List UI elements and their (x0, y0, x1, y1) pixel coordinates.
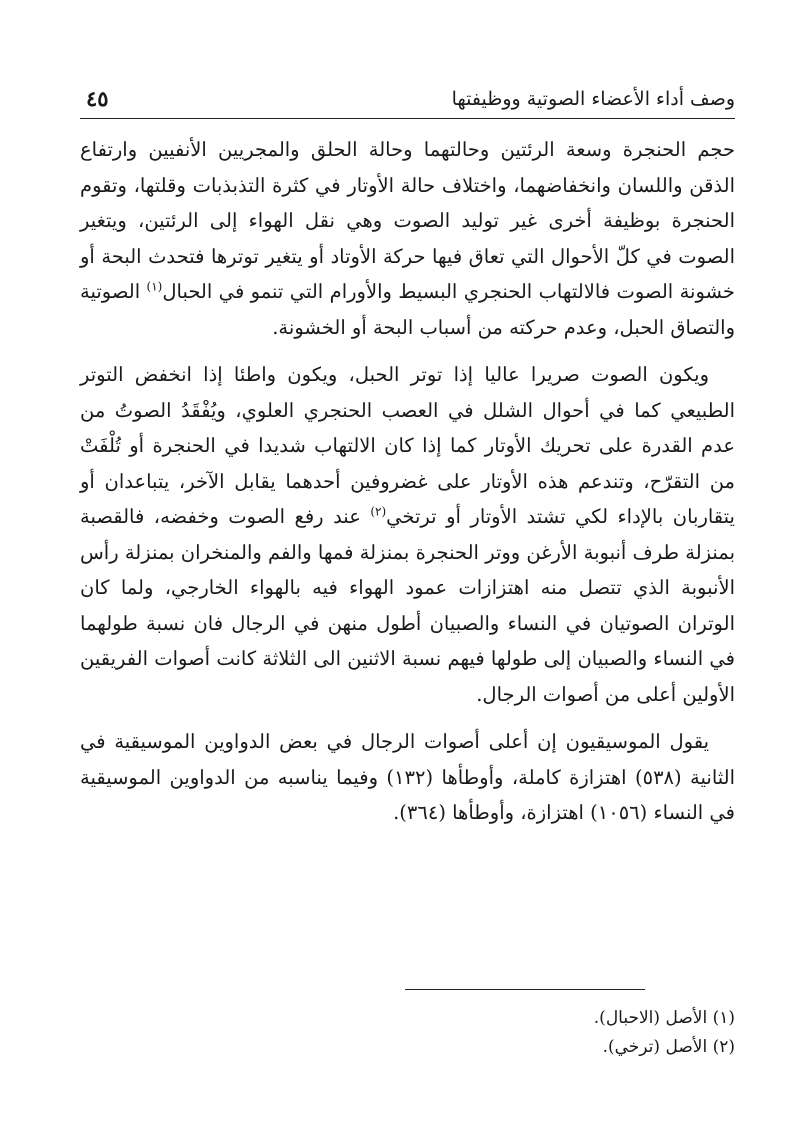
footnote-divider (405, 989, 645, 990)
paragraph-1-text-a: حجم الحنجرة وسعة الرئتين وحالتهما وحالة الحلق والمجريين الأنفيين وارتفاع الذقن واللسان وانخفاضهما، واختلاف حالة الأوتار في كثرة التذبذبات وقلتها، وتقوم الحنجرة بوظيفة أخرى غير توليد الصوت وهي نقل الهواء إلى الرئتين، ويتغير الصوت في كلّ الأحوال التي تعاق فيها حركة الأوتاد أو يتغير توترها فتحدث البحة أو خشونة الصوت فالالتهاب الحنجري البسيط والأورام التي تنمو في الحبال (80, 138, 735, 303)
paragraph-2 (80, 357, 735, 712)
footnote-ref-2: (٢) (370, 504, 387, 519)
page-number: ٤٥ (86, 86, 109, 111)
body-text (80, 132, 735, 843)
paragraph-3 (80, 724, 735, 831)
footnotes (80, 1004, 735, 1062)
paragraph-2-text-b: عند رفع الصوت وخفضه، فالقصبة بمنزلة طرف أنبوبة الأرغن ووتر الحنجرة بمنزلة فمها والفم والمنخران بمنزلة رأس الأنبوبة الذي تتصل منه اهتزازات عمود الهواء فيه بالهواء الخارجي، ولما كان الوتران الصوتيان في النساء والصبيان أطول منهن في الرجال فان نسبة طولهما في النساء والصبيان إلى طولها فيهم نسبة الاثنين الى الثلاثة كانت أصوات الفريقين الأولين أعلى من أصوات الرجال. (80, 505, 735, 706)
footnote-2: (٢) الأصل (ترخي). (602, 1037, 735, 1057)
footnote-ref-1: (١) (146, 279, 163, 294)
footnote-1: (١) الأصل (الاحبال). (593, 1008, 735, 1028)
paragraph-2-text-a: ويكون الصوت صريرا عاليا إذا توتر الحبل، ويكون واطئا إذا انخفض التوتر الطبيعي كما في أحوال الشلل في العصب الحنجري العلوي، ويُفْقَدُ الصوتُ من عدم القدرة على تحريك الأوتار كما إذا كان الالتهاب شديدا في الحنجرة أو تُلْفَتْ من التقرّح، وتندعم هذه الأوتار على غضروفين أحدهما يقابل الآخر، يتباعدان أو يتقاربان بالإداء لكي تشتد الأوتار أو ترتخي (80, 363, 735, 528)
chapter-title: وصف أداء الأعضاء الصوتية ووظيفتها (451, 88, 735, 110)
paragraph-1-text-b: الصوتية والتصاق الحبل، وعدم حركته من أسباب البحة أو الخشونة. (80, 280, 735, 339)
paragraph-1 (80, 132, 735, 345)
running-header (80, 84, 735, 119)
paragraph-3-text: يقول الموسيقيون إن أعلى أصوات الرجال في بعض الدواوين الموسيقية في الثانية (٥٣٨) اهتزازة كاملة، وأوطأها (١٣٢) وفيما يناسبه من الدواوين الموسيقية في النساء (١٠٥٦) اهتزازة، وأوطأها (٣٦٤). (80, 730, 735, 824)
